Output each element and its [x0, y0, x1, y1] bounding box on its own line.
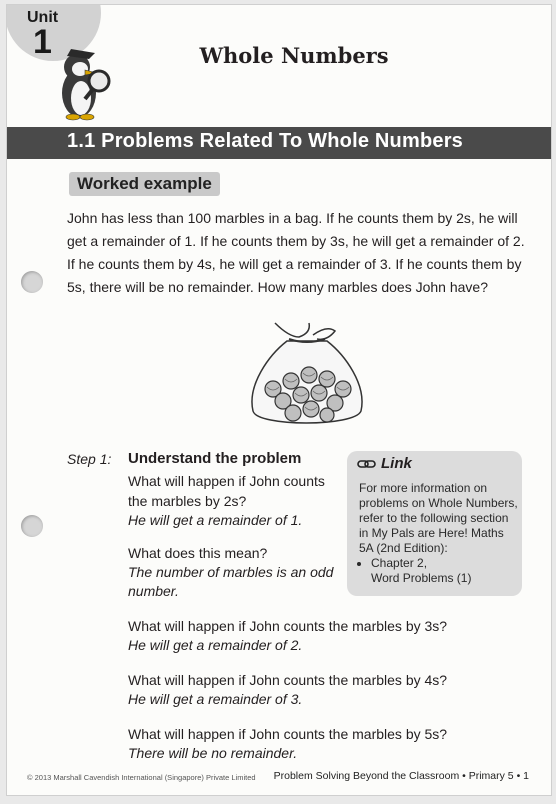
question-2s-line2: the marbles by 2s?: [128, 493, 247, 509]
section-header-bar: [7, 127, 551, 159]
unit-number: 1: [33, 23, 52, 61]
marble-bag-icon: [239, 315, 373, 433]
worked-example-label: Worked example: [69, 172, 220, 196]
step-title: Understand the problem: [128, 450, 302, 467]
link-bullet-line1: Chapter 2,: [371, 556, 428, 570]
section-title: 1.1 Problems Related To Whole Numbers: [67, 130, 464, 152]
answer-meaning-line1: The number of marbles is an odd: [128, 564, 334, 580]
chain-link-icon: [357, 458, 377, 470]
binder-hole-top: [21, 271, 43, 293]
question-2s-line1: What will happen if John counts: [128, 473, 325, 489]
answer-meaning-line2: number.: [128, 583, 179, 599]
link-description: For more information on problems on Whole Numbers, refer to the following section in My Pals are Here! Maths 5A (2nd Edition):: [359, 481, 518, 555]
answer-5s: There will be no remainder.: [128, 745, 298, 761]
link-body: [359, 481, 519, 586]
question-meaning: What does this mean?: [128, 545, 268, 561]
link-info-box: [347, 451, 522, 596]
unit-label: Unit: [27, 9, 59, 26]
answer-3s: He will get a remainder of 2.: [128, 637, 303, 653]
answer-2s: He will get a remainder of 1.: [128, 512, 303, 528]
unit-title: Whole Numbers: [199, 43, 389, 68]
question-5s: What will happen if John counts the marbles by 5s?: [128, 726, 448, 742]
link-bullet-line2: Word Problems (1): [371, 571, 472, 585]
workbook-page: [6, 4, 552, 796]
binder-hole-bottom: [21, 515, 43, 537]
copyright-notice: © 2013 Marshall Cavendish International (Singapore) Private Limited: [27, 773, 256, 782]
question-3s: What will happen if John counts the marbles by 3s?: [128, 618, 448, 634]
book-footer: Problem Solving Beyond the Classroom • Primary 5 • 1: [273, 770, 529, 782]
answer-4s: He will get a remainder of 3.: [128, 691, 303, 707]
link-bullet: [371, 556, 519, 586]
question-4s: What will happen if John counts the marbles by 4s?: [128, 672, 448, 688]
step-label: Step 1:: [67, 451, 112, 467]
link-heading: [357, 455, 412, 472]
link-heading-text: Link: [381, 455, 412, 472]
problem-text: John has less than 100 marbles in a bag. If he counts them by 2s, he will get a remainder of 1. If he counts them by 3s, he will get a remainder of 2. If he counts them by 4s, he will get a remainder of 3. If he counts them by 5s, there will be no remainder. How many marbles does John have?: [67, 210, 525, 295]
